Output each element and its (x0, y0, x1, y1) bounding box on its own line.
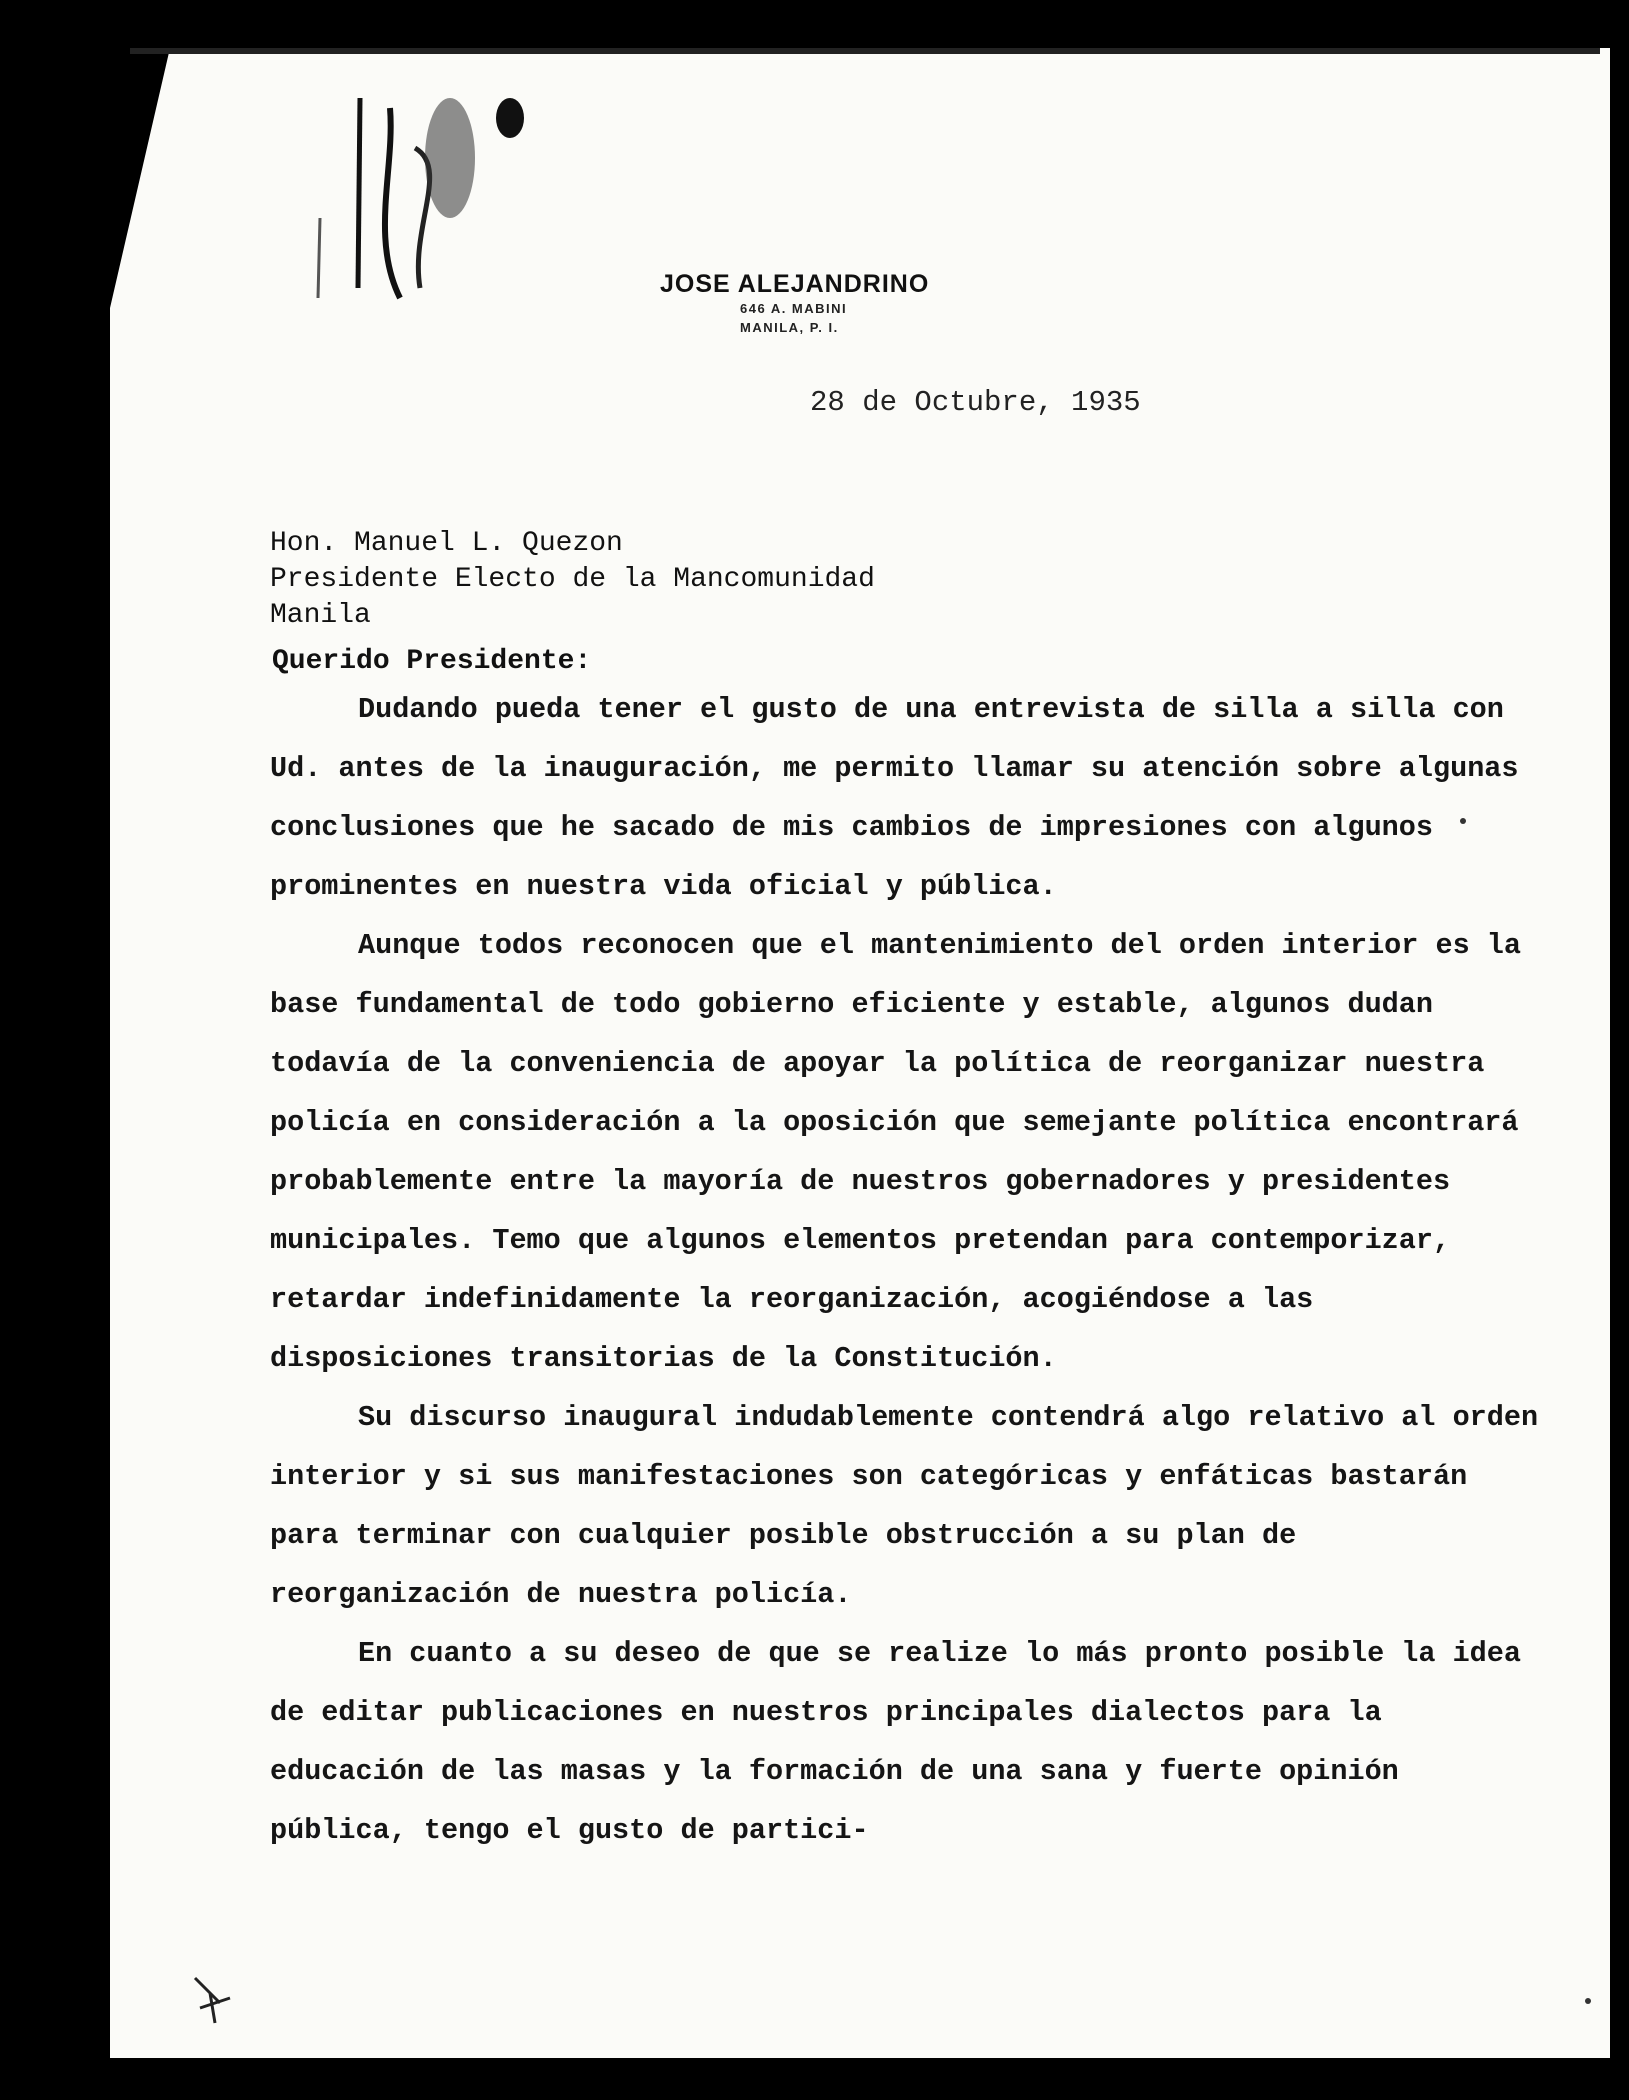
recipient-title: Presidente Electo de la Mancomunidad (270, 564, 875, 595)
salutation: Querido Presidente: (272, 646, 592, 677)
letter-body (270, 680, 1540, 1860)
letter-date: 28 de Octubre, 1935 (810, 386, 1141, 419)
recipient-name: Hon. Manuel L. Quezon (270, 528, 623, 559)
ink-stain (300, 88, 530, 318)
paragraph-4: En cuanto a su deseo de que se realize lo más pronto posible la idea de editar publicaciones en nuestros principales dialectos para la educación de las masas y la formación de una sana y fuerte opinión pública, tengo el gusto de partici- (270, 1637, 1521, 1847)
letter-page (110, 48, 1610, 2058)
paragraph-2: Aunque todos reconocen que el mantenimiento del orden interior es la base fundamental de todo gobierno eficiente y estable, algunos dudan todavía de la conveniencia de apoyar la política de reorganizar nuestra policía en consideración a la oposición que semejante política encontrará probablemente entre la mayoría de nuestros gobernadores y presidentes municipales. Temo que algunos elementos pretendan para contemporizar, retardar indefinidamente la reorganización, acogiéndose a las disposiciones transitorias de la Constitución. (270, 929, 1521, 1375)
page-top-edge (130, 48, 1600, 54)
letterhead-address: 646 A. MABINI (740, 301, 848, 316)
letterhead (630, 270, 1030, 337)
scan-speck (1585, 1998, 1591, 2004)
margin-mark (190, 1968, 240, 2028)
letterhead-city: MANILA, P. I. (740, 320, 839, 335)
recipient-block (270, 526, 875, 634)
scan-speck (1460, 818, 1466, 824)
paragraph-3: Su discurso inaugural indudablemente contendrá algo relativo al orden interior y si sus manifestaciones son categóricas y enfáticas bastarán para terminar con cualquier posible obstrucción a su plan de reorganización de nuestra policía. (270, 1401, 1539, 1611)
paragraph-1: Dudando pueda tener el gusto de una entrevista de silla a silla con Ud. antes de la inauguración, me permito llamar su atención sobre algunas conclusiones que he sacado de mis cambios de impresiones con algunos prominentes en nuestra vida oficial y pública. (270, 693, 1519, 903)
letterhead-name: JOSE ALEJANDRINO (660, 270, 930, 298)
folded-corner (110, 48, 170, 308)
recipient-city: Manila (270, 600, 371, 631)
